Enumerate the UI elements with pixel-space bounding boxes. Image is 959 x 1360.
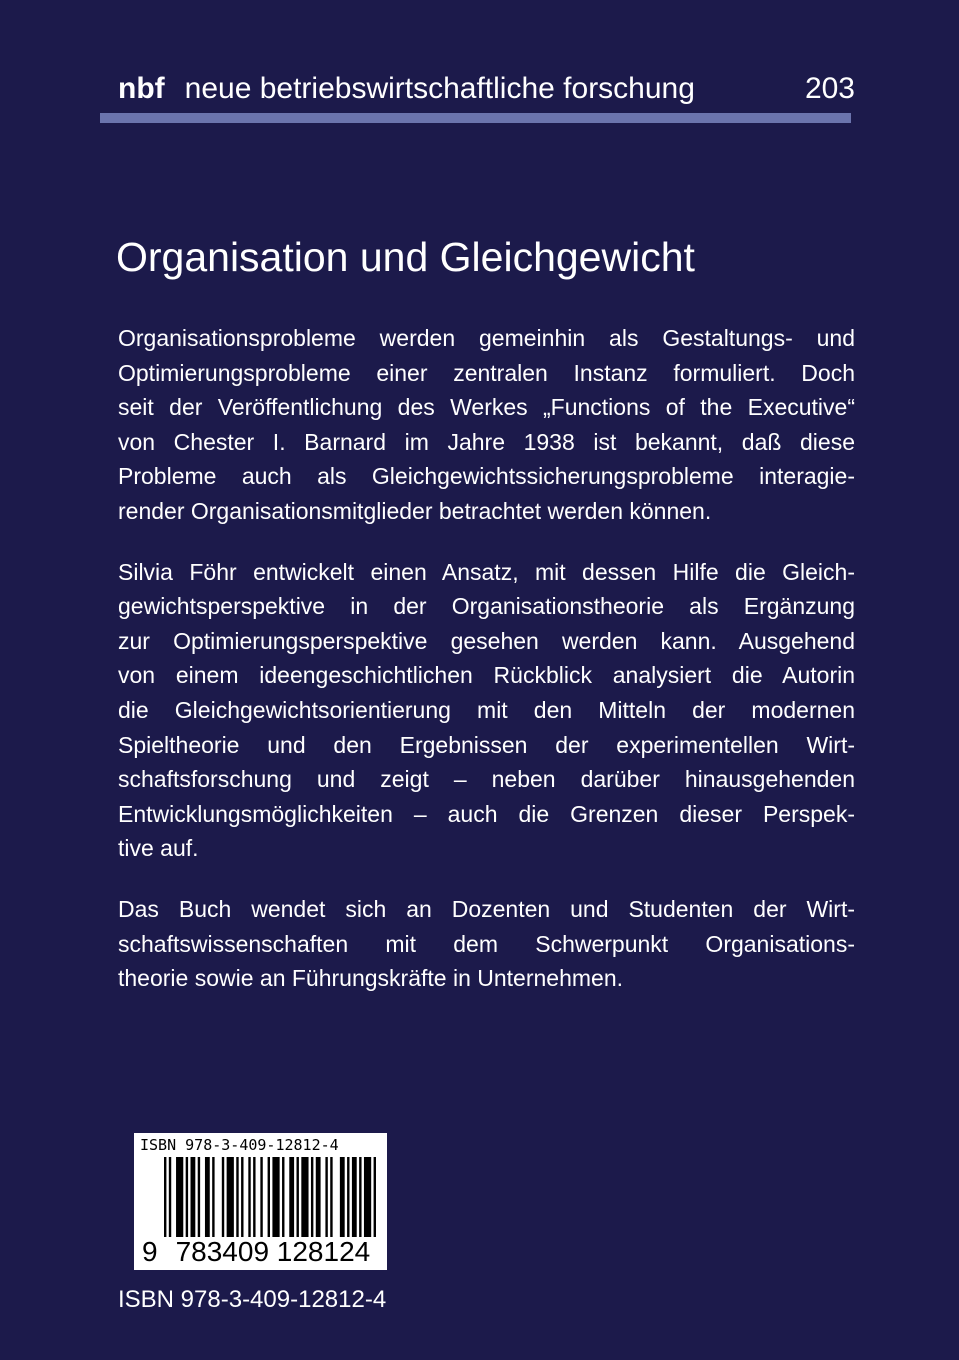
isbn-text: ISBN 978-3-409-12812-4: [118, 1286, 387, 1313]
text-line: zur Optimierungsperspektive gesehen werden kann. Ausgehend: [118, 627, 855, 654]
text-line: Optimierungsprobleme einer zentralen Instanz formuliert. Doch: [118, 359, 855, 386]
text-line: theorie sowie an Führungskräfte in Unternehmen.: [118, 965, 624, 992]
series-abbreviation: nbf: [118, 72, 165, 105]
text-line: gewichtsperspektive in der Organisationstheorie als Ergänzung: [118, 593, 855, 620]
blurb-paragraph-2: [118, 555, 855, 866]
barcode-digits: [142, 1237, 370, 1267]
blurb: [118, 321, 855, 1022]
text-line: von Chester I. Barnard im Jahre 1938 ist bekannt, daß diese: [118, 428, 855, 455]
barcode-bar: [282, 1157, 284, 1237]
text-line: Spieltheorie und den Ergebnissen der experimentellen Wirt-: [118, 731, 855, 758]
barcode-bar: [191, 1157, 196, 1237]
barcode-bar: [364, 1157, 371, 1237]
barcode-bar: [340, 1157, 345, 1237]
barcode-bar: [359, 1157, 361, 1237]
text-line: schaftswissenschaften mit dem Schwerpunkt Organisations-: [118, 930, 855, 957]
barcode-bar: [164, 1157, 166, 1237]
book-title: Organisation und Gleichgewicht: [116, 234, 695, 280]
barcode-bar: [301, 1157, 308, 1237]
barcode-bar: [186, 1157, 188, 1237]
text-line: tive auf.: [118, 835, 199, 862]
barcode-bar: [352, 1157, 357, 1237]
text-line: Probleme auch als Gleichgewichtssicherungsprobleme interagie-: [118, 463, 855, 490]
barcode-bar: [176, 1157, 183, 1237]
barcode-number: 783409 128124: [175, 1236, 371, 1267]
barcode-bar: [325, 1157, 327, 1237]
barcode-bar: [311, 1157, 313, 1237]
text-line: Organisationsprobleme werden gemeinhin als Gestaltungs- und: [118, 325, 855, 351]
barcode-bar: [316, 1157, 321, 1237]
blurb-paragraph-3: [118, 892, 855, 996]
barcode-first-digit: 9: [142, 1236, 158, 1267]
text-line: schaftsforschung und zeigt – neben darüber hinausgehenden: [118, 766, 855, 793]
text-line: die Gleichgewichtsorientierung mit den Mitteln der modernen: [118, 696, 855, 723]
text-line: von einem ideengeschichtlichen Rückblick analysiert die Autorin: [118, 662, 855, 689]
barcode-bars: [164, 1157, 376, 1237]
barcode-bar: [227, 1157, 234, 1237]
barcode-bar: [169, 1157, 171, 1237]
series-header: [118, 72, 855, 106]
header-rule: [100, 113, 851, 123]
text-line: Das Buch wendet sich an Dozenten und Studenten der Wirt-: [118, 895, 855, 922]
isbn-barcode: [134, 1133, 387, 1270]
barcode-bar: [347, 1157, 349, 1237]
barcode-bar: [241, 1157, 243, 1237]
barcode-bar: [374, 1157, 376, 1237]
text-line: seit der Veröffentlichung des Werkes „Functions of the Executive“: [118, 394, 855, 421]
blurb-paragraph-1: [118, 321, 855, 529]
barcode-bar: [297, 1157, 299, 1237]
series-number: 203: [804, 72, 855, 105]
barcode-bar: [272, 1157, 279, 1237]
barcode-bar: [198, 1157, 200, 1237]
barcode-bar: [236, 1157, 238, 1237]
barcode-bar: [268, 1157, 270, 1237]
barcode-bar: [253, 1157, 255, 1237]
barcode-bar: [222, 1157, 224, 1237]
barcode-bar: [330, 1157, 332, 1237]
text-line: render Organisationsmitglieder betrachtet werden können.: [118, 497, 712, 524]
barcode-bar: [248, 1157, 250, 1237]
barcode-bar: [289, 1157, 294, 1237]
barcode-bar: [212, 1157, 214, 1237]
barcode-isbn-text: ISBN 978-3-409-12812-4: [140, 1136, 339, 1154]
text-line: Silvia Föhr entwickelt einen Ansatz, mit dessen Hilfe die Gleich-: [118, 558, 855, 585]
text-line: Entwicklungsmöglichkeiten – auch die Grenzen dieser Perspek-: [118, 800, 855, 827]
series-name: neue betriebswirtschaftliche forschung: [184, 72, 695, 105]
barcode-bar: [260, 1157, 262, 1237]
barcode-bar: [205, 1157, 210, 1237]
